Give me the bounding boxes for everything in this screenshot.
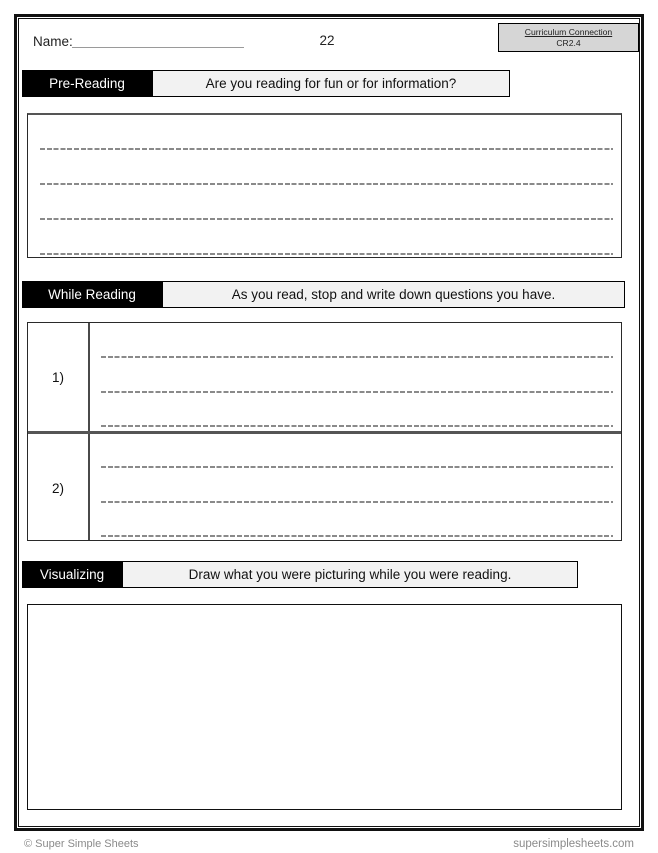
name-label: Name: xyxy=(33,34,73,49)
writing-line xyxy=(101,535,613,537)
visualizing-prompt: Draw what you were picturing while you were reading. xyxy=(122,561,578,588)
visualizing-drawing-box xyxy=(27,604,622,810)
writing-line xyxy=(101,501,613,503)
table-row-divider xyxy=(28,431,621,434)
writing-line xyxy=(101,391,613,393)
while-reading-questions-table xyxy=(27,322,622,541)
curriculum-connection-box xyxy=(498,23,639,52)
question-row-number: 2) xyxy=(51,480,64,496)
writing-line xyxy=(101,356,613,358)
question-row-number: 1) xyxy=(51,369,64,385)
section-bar-visualizing xyxy=(22,561,578,588)
curriculum-connection-code: CR2.4 xyxy=(556,37,581,48)
section-bar-while-reading xyxy=(22,281,625,308)
visualizing-label: Visualizing xyxy=(22,561,122,588)
name-write-line xyxy=(72,47,244,48)
footer-copyright: © Super Simple Sheets xyxy=(24,838,139,850)
writing-line xyxy=(40,183,613,185)
pre-reading-answer-box xyxy=(27,113,622,258)
curriculum-connection-title: Curriculum Connection xyxy=(524,26,613,37)
section-bar-pre-reading xyxy=(22,70,510,97)
pre-reading-label: Pre-Reading xyxy=(22,70,152,97)
writing-line xyxy=(40,148,613,150)
writing-line xyxy=(101,466,613,468)
writing-line xyxy=(101,425,613,427)
footer-website: supersimplesheets.com xyxy=(513,838,634,850)
writing-line xyxy=(40,218,613,220)
while-reading-label: While Reading xyxy=(22,281,162,308)
page-number: 22 xyxy=(319,33,335,48)
writing-line xyxy=(40,253,613,255)
pre-reading-prompt: Are you reading for fun or for information? xyxy=(152,70,510,97)
while-reading-prompt: As you read, stop and write down questions you have. xyxy=(162,281,625,308)
